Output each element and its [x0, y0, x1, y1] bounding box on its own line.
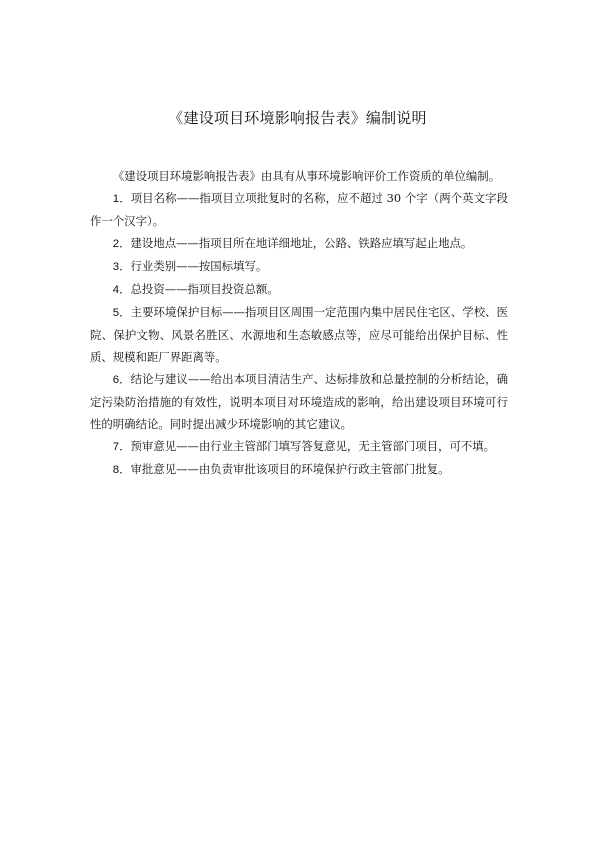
- item-text: 建设地点——指项目所在地详细地址，公路、铁路应填写起止地点。: [130, 236, 473, 250]
- intro-paragraph: 《建设项目环境影响报告表》由具有从事环境影响评价工作资质的单位编制。: [112, 169, 501, 183]
- item-text: 预审意见——由行业主管部门填写答复意见，无主管部门项目，可不填。: [130, 439, 496, 453]
- item-number: 1．: [112, 193, 131, 205]
- item-number: 8．: [112, 464, 131, 476]
- item-text: 行业类别——按国标填写。: [130, 259, 268, 273]
- item-text: 项目名称——指项目立项批复时的名称，应不超过 30 个字（两个英文字段作一个汉字）。: [90, 191, 508, 228]
- document-body: [90, 165, 508, 481]
- list-item: [90, 368, 508, 435]
- list-item: [90, 301, 508, 368]
- item-number: 2．: [112, 238, 131, 250]
- item-number: 5．: [112, 307, 131, 319]
- list-item: [90, 187, 508, 232]
- list-item: [90, 278, 508, 301]
- item-number: 4．: [112, 284, 131, 296]
- page-title: 《建设项目环境影响报告表》编制说明: [168, 109, 427, 127]
- item-number: 3．: [112, 261, 131, 273]
- item-text: 审批意见——由负责审批该项目的环境保护行政主管部门批复。: [130, 462, 450, 476]
- item-number: 7．: [112, 441, 131, 453]
- list-item: [90, 232, 508, 255]
- list-item: [90, 458, 508, 481]
- item-number: 6．: [112, 374, 131, 386]
- item-text: 结论与建议——给出本项目清洁生产、达标排放和总量控制的分析结论，确定污染防治措施的有效性，说明本项目对环境造成的影响，给出建设项目环境可行性的明确结论。同时提出减少环境影响的其它建议。: [90, 372, 508, 431]
- list-item: [90, 255, 508, 278]
- list-item: [90, 435, 508, 458]
- item-text: 总投资——指项目投资总额。: [130, 282, 279, 296]
- item-text: 主要环境保护目标——指项目区周围一定范围内集中居民住宅区、学校、医院、保护文物、风景名胜区、水源地和生态敏感点等，应尽可能给出保护目标、性质、规模和距厂界距离等。: [90, 305, 508, 364]
